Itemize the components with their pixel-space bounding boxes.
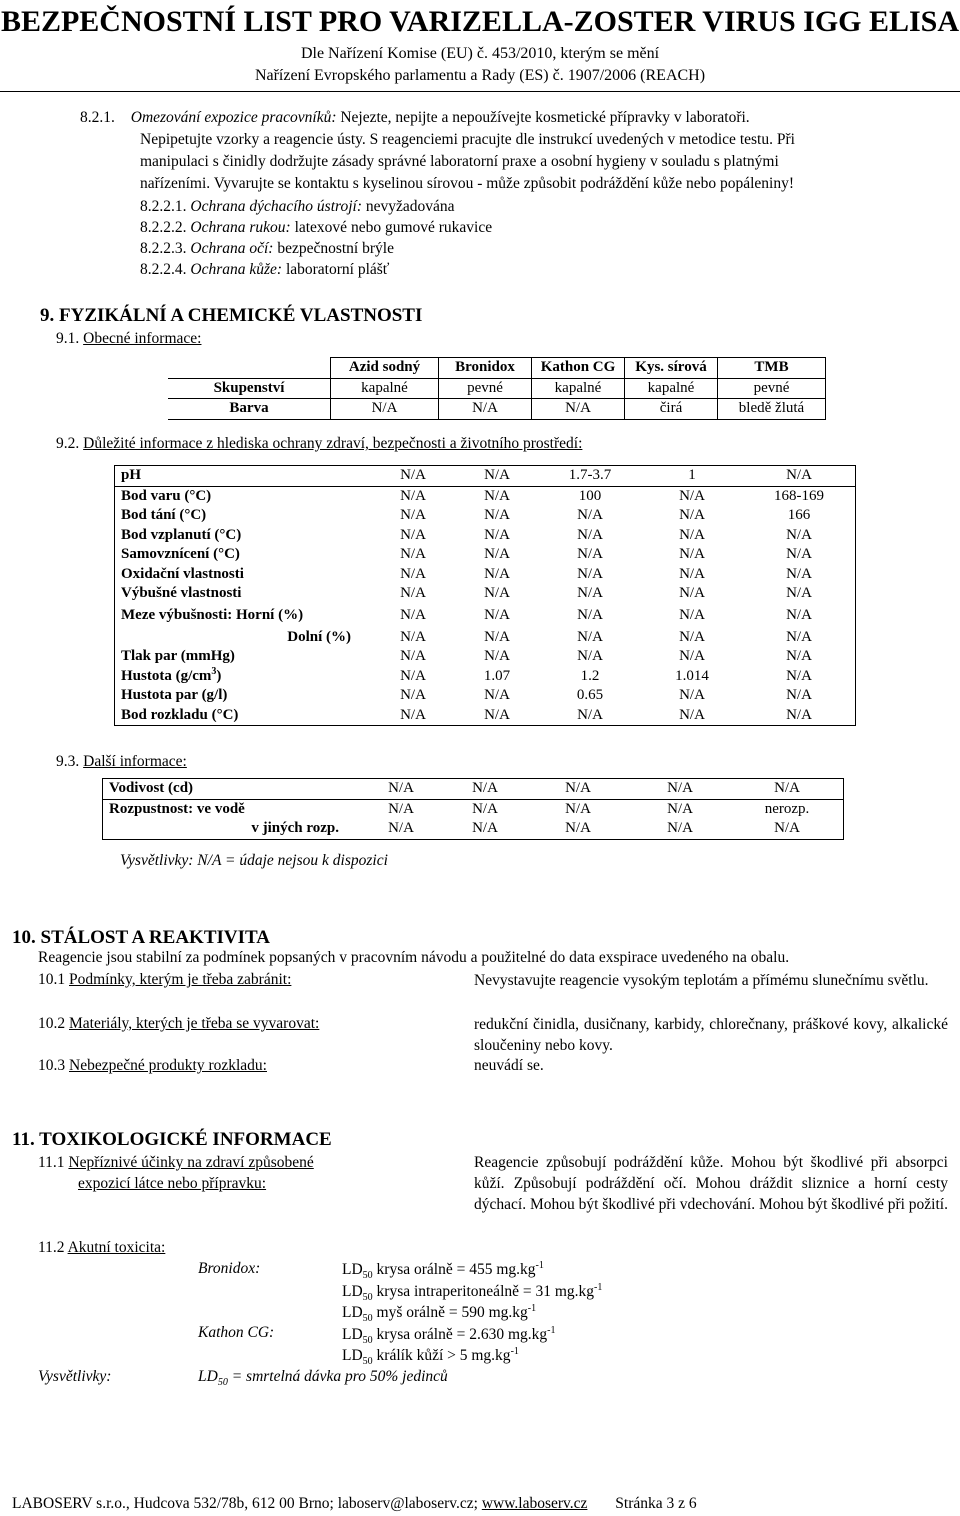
general-info-table xyxy=(168,357,826,420)
table-row: Dolní (%) N/A N/A N/A N/A N/A xyxy=(287,628,812,645)
subsection-9-3: 9.3. Další informace: xyxy=(56,753,187,770)
s10-item-1-label: 10.1 Podmínky, kterým je třeba zabránit: xyxy=(38,971,292,988)
toxicity-list xyxy=(342,1259,602,1367)
section-9-title: 9. FYZIKÁLNÍ A CHEMICKÉ VLASTNOSTI xyxy=(40,305,423,326)
table-row: v jiných rozp. N/A N/A N/A N/A N/A xyxy=(251,820,800,836)
table-row: Vodivost (cd) N/A N/A N/A N/A N/A xyxy=(103,779,844,800)
table-row: Oxidační vlastnosti N/A N/A N/A N/A N/A xyxy=(121,565,812,582)
text-exposure-1: Nejezte, nepijte a nepoužívejte kosmetické přípravky v laboratoři. xyxy=(336,109,750,126)
kathon-label: Kathon CG: xyxy=(198,1324,275,1341)
s11-legend-text: $LD_{50}$ = smrtelná dávka pro 50% jedinců xyxy=(198,1368,448,1389)
table-row: Meze výbušnosti: Horní (%) N/A N/A N/A N/A N/A xyxy=(121,606,812,623)
regulation-line-1: Dle Nařízení Komise (EU) č. 453/2010, kterým se mění xyxy=(300,45,660,62)
subsection-9-2: 9.2. Důležité informace z hlediska ochrany zdraví, bezpečnosti a životního prostředí: xyxy=(56,435,583,452)
text-exposure-3: manipulaci s činidly dodržujte zásady správné laboratorní praxe a osobní hygieny v souladu s platnými xyxy=(140,153,779,171)
label-exposure: Omezování expozice pracovníků: xyxy=(130,109,337,126)
toxicity-line: $LD_{50}$ krysa orálně = 2.630 $mg.kg^{-1}$ xyxy=(342,1324,556,1346)
table-row: Samovznícení (°C) N/A N/A N/A N/A N/A xyxy=(121,546,812,562)
page-number: Stránka 3 z 6 xyxy=(615,1495,697,1512)
table-row: Skupenství kapalné pevné kapalné kapalné pevné xyxy=(168,378,826,399)
table-row: Rozpustnost: ve vodě N/A N/A N/A N/A nerozp. xyxy=(109,800,810,817)
s10-item-1-value: Nevystavujte reagencie vysokým teplotám a přímému slunečnímu světlu. xyxy=(474,972,929,989)
s10-item-3-value: neuvádí se. xyxy=(474,1057,544,1074)
toxicity-line: $LD_{50}$ krysa intraperitoneálně = 31 $mg.kg^{-1}$ xyxy=(342,1281,603,1303)
col-header: TMB xyxy=(718,358,826,379)
legend-na: Vysvětlivky: N/A = údaje nejsou k dispozici xyxy=(120,852,388,869)
s10-item-3-label: 10.3 Nebezpečné produkty rozkladu: xyxy=(38,1057,267,1074)
table-row: Bod tání (°C) N/A N/A N/A N/A 166 xyxy=(121,507,811,523)
table-row: Bod vzplanutí (°C) N/A N/A N/A N/A N/A xyxy=(121,526,812,543)
col-header: Kathon CG xyxy=(532,358,625,379)
text-exposure-2: Nepipetujte vzorky a reagencie ústy. S reagenciemi pracujte dle instrukcí uvedených v metodice testu. Při xyxy=(140,131,795,149)
header-rule xyxy=(0,91,960,92)
table-row: Výbušné vlastnosti N/A N/A N/A N/A N/A xyxy=(121,585,812,601)
health-safety-table xyxy=(114,465,856,726)
other-info-table xyxy=(102,778,844,840)
subsection-9-1: 9.1. Obecné informace: xyxy=(56,330,202,347)
toxicity-line: $LD_{50}$ králík kůží > 5 $mg.kg^{-1}$ xyxy=(342,1345,519,1368)
footer xyxy=(12,1494,697,1514)
col-header: Bronidox xyxy=(439,358,532,379)
footer-address: LABOSERV s.r.o., Hudcova 532/78b, 612 00 Brno; laboserv@laboserv.cz; xyxy=(12,1495,482,1512)
s11-legend-label: Vysvětlivky: xyxy=(38,1368,112,1385)
section-10-title: 10. STÁLOST A REAKTIVITA xyxy=(12,927,270,948)
table-row: pH N/A N/A 1.7-3.7 1 N/A xyxy=(115,466,856,487)
document-title: BEZPEČNOSTNÍ LIST PRO VARIZELLA-ZOSTER VIRUS IGG ELISA xyxy=(0,5,960,38)
protection-item: 8.2.2.1. Ochrana dýchacího ústrojí: nevyžadována xyxy=(140,198,455,215)
section-8-2-1 xyxy=(80,108,948,195)
table-row: Barva N/A N/A N/A čirá bledě žlutá xyxy=(168,399,826,420)
s11-item-2-label: 11.2 Akutní toxicita: xyxy=(38,1239,166,1256)
s11-item-1-value: Reagencie způsobují podráždění kůže. Mohou být škodlivé při absorpci kůží. Způsobují podráždění očí. Mohou dráždit sliznice a horní cesty dýchací. Mohou být škodlivé při vdechování. Mohou být škodlivé při požití. xyxy=(474,1154,948,1213)
col-header: Kys. sírová xyxy=(625,358,718,379)
table-row: Hustota par (g/l) N/A N/A 0.65 N/A N/A xyxy=(121,687,812,703)
col-header: Azid sodný xyxy=(331,358,439,379)
table-row: Bod varu (°C) N/A N/A 100 N/A 168-169 xyxy=(121,487,824,504)
protection-list xyxy=(140,197,492,281)
num-8-2-1: 8.2.1. xyxy=(80,109,115,126)
protection-item: 8.2.2.2. Ochrana rukou: latexové nebo gumové rukavice xyxy=(140,219,493,236)
protection-item: 8.2.2.4. Ochrana kůže: laboratorní plášť xyxy=(140,261,390,278)
stability-intro: Reagencie jsou stabilní za podmínek popsaných v pracovním návodu a použitelné do data exspirace uvedeného na obalu. xyxy=(38,949,790,966)
table-row: Hustota $(g/cm^3)$ N/A 1.07 1.2 1.014 N/A xyxy=(121,665,812,684)
regulation-line-2: Nařízení Evropského parlamentu a Rady (ES) č. 1907/2006 (REACH) xyxy=(254,67,706,84)
table-row: Tlak par (mmHg) N/A N/A N/A N/A N/A xyxy=(121,648,812,664)
s10-item-2-label: 10.2 Materiály, kterých je třeba se vyvarovat: xyxy=(38,1015,320,1032)
table-row: Bod rozkladu (°C) N/A N/A N/A N/A N/A xyxy=(121,706,812,723)
text-exposure-4: nařízeními. Vyvarujte se kontaktu s kyselinou sírovou - může způsobit podráždění kůže nebo popáleniny! xyxy=(140,175,794,193)
s11-item-1-label: 11.1 Nepříznivé účinky na zdraví způsobené expozicí látce nebo přípravku: xyxy=(38,1154,314,1192)
toxicity-line: $LD_{50}$ myš orálně = 590 $mg.kg^{-1}$ xyxy=(342,1302,537,1325)
bronidox-label: Bronidox: xyxy=(198,1260,261,1277)
website-link[interactable]: www.laboserv.cz xyxy=(481,1495,588,1512)
toxicity-line: $LD_{50}$ krysa orálně = 455 $mg.kg^{-1}$ xyxy=(342,1259,544,1282)
protection-item: 8.2.2.3. Ochrana očí: bezpečnostní brýle xyxy=(140,240,394,257)
section-11-title: 11. TOXIKOLOGICKÉ INFORMACE xyxy=(12,1129,332,1150)
s10-item-2-value: redukční činidla, dusičnany, karbidy, chlorečnany, práškové kovy, alkalické sloučeniny nebo kovy. xyxy=(474,1016,948,1054)
